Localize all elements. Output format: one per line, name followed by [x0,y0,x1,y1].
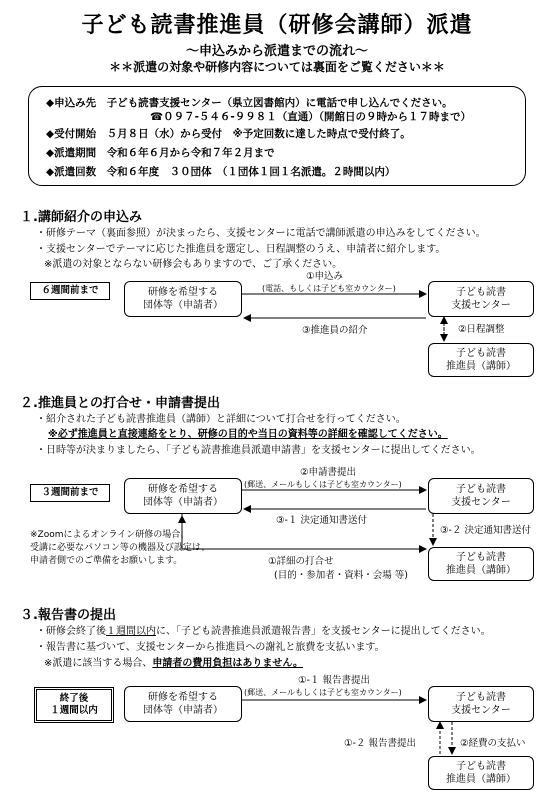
section2-arrow1-sublabel: (目的・参加者・資料・会場 等) [274,570,408,581]
applicant-label-1: 研修を希望する [148,483,218,495]
zoom-note-3: 申請者側でのご準備をお願いします。 [30,556,183,566]
section3-line1-pre: ・研修会終了後 [36,626,106,637]
section1-line3: ※派遣の対象とならない研修会もありますので、ご了承ください。 [44,259,343,270]
section3-line1-underlined: １週間以内 [106,626,156,637]
section2-arrow1-label: ①詳細の打合せ [268,556,334,567]
page-title: 子ども読書推進員（研修会講師）派遣 [81,13,473,38]
back-page-notice: ＊＊派遣の対象や研修内容については裏面をご覧ください＊＊ [109,60,445,74]
section3-arrow12-label: ①-２ 報告書提出 [344,738,416,749]
section2-line1: ・紹介された子ども読書推進員（講師）と詳細について打合せを行ってください。 [36,414,406,425]
info-count: ◆派遣回数 令和６年度 ３０団体 （１団体１回１名派遣。２時間以内） [46,166,396,178]
section1-heading: １.講師紹介の申込み [20,210,142,225]
promoter-label-1: 子ども読書 [456,347,506,359]
info-period: ◆派遣期間 令和６年６月から令和７年２月まで [46,147,275,159]
section3-arrow2-label: ②経費の支払い [460,738,526,749]
page-subtitle: ～申込みから派遣までの流れ～ [185,44,368,59]
tag-line-2: １週間以内 [50,705,98,716]
promoter-label-2: 推進員（講師） [446,565,516,576]
promoter-label-2: 推進員（講師） [446,361,516,372]
section3-arrow11-label: ①-１ 報告書提出 [298,675,370,686]
section2-arrow32-label: ③-２ 決定通知書送付 [440,525,531,536]
applicant-label-1: 研修を希望する [148,286,218,298]
section1-deadline-tag: ６週間前まで [30,282,110,300]
section3-line3-underlined: 申請者の費用負担はありません。 [152,658,303,669]
center-label-1: 子ども読書 [456,286,506,298]
center-label-2: 支援センター [451,705,511,716]
info-start: ◆受付開始 ５月８日（水）から受付 ※予定回数に達した時点で受付終了。 [46,128,411,140]
tag-line-1: 終了後 [59,692,89,704]
promoter-label-2: 推進員（講師） [446,774,516,785]
section3-arrow11-sublabel: (郵送、メールもしくは子ども室カウンター) [244,688,402,697]
center-label-1: 子ども読書 [456,691,506,703]
center-label-2: 支援センター [451,300,511,311]
s2-arrow-meeting [182,514,426,549]
section3-line2: ・報告書に基づいて、支援センターから推進員への謝礼と旅費を支払います。 [36,642,385,653]
section2-line3: ・日時等が決まりましたら、「子ども読書推進員派遣申請書」を支援センターに提出してください。 [36,445,481,456]
zoom-note-2: 受講に必要なパソコン等の機器及び設定は、 [30,543,210,553]
center-label-2: 支援センター [451,497,511,508]
section1-arrow2-label: ②日程調整 [458,324,505,335]
promoter-label-1: 子ども読書 [456,551,506,563]
section1-line2: ・支援センターでテーマに応じた推進員を選定し、日程調整のうえ、申請者に紹介します。 [36,244,446,255]
section1-arrow3-label: ③推進員の紹介 [302,325,368,336]
section2-heading: ２.推進員との打合せ・申請書提出 [20,396,220,411]
section2-arrow31-label: ③-１ 決定通知書送付 [276,515,367,526]
section3-line3-pre: ※派遣に該当する場合、 [44,658,153,669]
applicant-label-2: 団体等（申請者） [143,497,223,508]
section2-arrow2-label: ②申請書提出 [300,467,357,478]
applicant-label-2: 団体等（申請者） [143,705,223,716]
applicant-label-1: 研修を希望する [148,691,218,703]
section1-line1: ・研修テーマ（裏面参照）が決まったら、支援センターに電話で講師派遣の申込みをしてください。 [36,228,486,239]
center-label-1: 子ども読書 [456,483,506,495]
section2-arrow2-sublabel: (郵送、メールもしくは子ども室カウンター) [244,480,402,489]
applicant-label-2: 団体等（申請者） [143,300,223,311]
info-apply-to: ◆申込み先 子ども読書支援センター（県立図書館内）に電話で申し込んでください。 [46,97,453,109]
info-phone: ☎０９７-５４６-９９８１（直通）（開館日の９時から１７時まで） [150,111,472,123]
section1-arrow1-label: ①申込み [306,271,344,282]
section1-arrow1-sublabel: (電話、もしくは子ども室カウンター) [262,284,396,293]
section2-line2: ※必ず推進員と直接連絡をとり、研修の目的や当日の資料等の詳細を確認してください。 [48,429,448,440]
zoom-note-1: ※Zoomによるオンライン研修の場合、 [30,530,190,540]
section3-line1-post: に、「子ども読書推進員派遣報告書」を支援センターに提出してください。 [156,626,491,637]
section2-deadline-tag: ３週間前まで [30,484,110,502]
promoter-label-1: 子ども読書 [456,760,506,772]
section3-heading: ３.報告書の提出 [20,608,116,623]
